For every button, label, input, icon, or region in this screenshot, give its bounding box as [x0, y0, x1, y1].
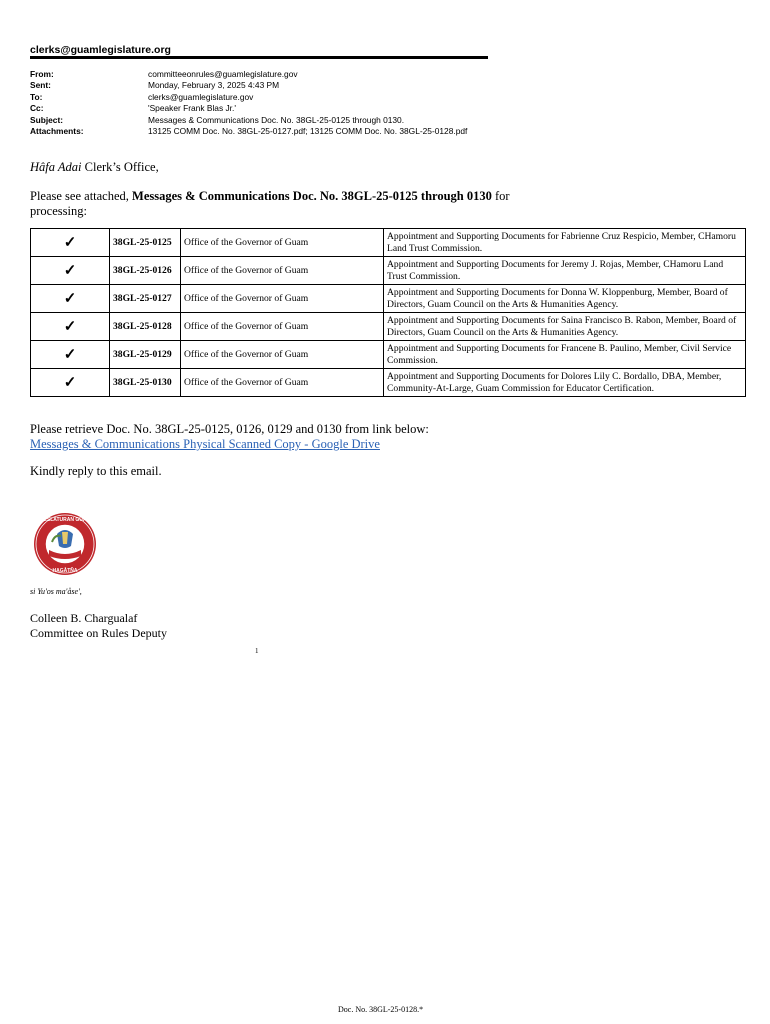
- documents-table: [30, 228, 746, 397]
- intro-paragraph: [30, 189, 510, 219]
- checkmark-icon: ✓: [31, 313, 110, 341]
- para-suffix: for processing:: [30, 189, 510, 218]
- meta-cc-row: [30, 103, 467, 114]
- para-prefix: Please see attached,: [30, 189, 133, 203]
- retrieve-text: Please retrieve Doc. No. 38GL-25-0125, 0126, 0129 and 0130 from link below:: [30, 422, 429, 436]
- office-name: Office of the Governor of Guam: [181, 341, 384, 369]
- meta-label: Subject:: [30, 114, 64, 125]
- meta-label: Cc:: [30, 103, 44, 114]
- doc-description: Appointment and Supporting Documents for Dolores Lily C. Bordallo, DBA, Member, Community-At-Large, Guam Commission for Educator Certification.: [384, 369, 746, 397]
- google-drive-link[interactable]: Messages & Communications Physical Scanned Copy - Google Drive: [30, 437, 380, 451]
- doc-description: Appointment and Supporting Documents for Jeremy J. Rojas, Member, CHamoru Land Trust Commission.: [384, 257, 746, 285]
- table-row: [31, 313, 746, 341]
- meta-attachments-row: [30, 126, 467, 137]
- meta-subject-row: [30, 115, 467, 126]
- meta-from-value: committeeonrules@guamlegislature.gov: [148, 69, 298, 79]
- office-name: Office of the Governor of Guam: [181, 285, 384, 313]
- svg-text:HAGÅTÑA: HAGÅTÑA: [52, 568, 78, 574]
- meta-sent-row: [30, 80, 467, 91]
- greeting-rest: Clerk’s Office,: [81, 160, 159, 174]
- retrieve-paragraph: [30, 422, 429, 452]
- doc-number: 38GL-25-0127: [110, 285, 181, 313]
- email-metadata: [30, 69, 467, 137]
- meta-label: To:: [30, 91, 43, 102]
- meta-attachments-value: 13125 COMM Doc. No. 38GL-25-0127.pdf; 13125 COMM Doc. No. 38GL-25-0128.pdf: [148, 125, 468, 136]
- signature-closing: si Yu'os ma'åse',: [30, 587, 82, 596]
- doc-number: 38GL-25-0130: [110, 369, 181, 397]
- doc-number: 38GL-25-0128: [110, 313, 181, 341]
- table-row: [31, 341, 746, 369]
- checkmark-icon: ✓: [31, 229, 110, 257]
- office-name: Office of the Governor of Guam: [181, 229, 384, 257]
- account-email-header: clerks@guamlegislature.org: [30, 44, 171, 56]
- table-row: [31, 257, 746, 285]
- checkmark-icon: ✓: [31, 257, 110, 285]
- meta-to-value: clerks@guamlegislature.gov: [148, 91, 254, 102]
- office-name: Office of the Governor of Guam: [181, 313, 384, 341]
- doc-number: 38GL-25-0129: [110, 341, 181, 369]
- footer-doc-number: Doc. No. 38GL-25-0128.*: [338, 1005, 424, 1014]
- table-row: [31, 369, 746, 397]
- doc-number: 38GL-25-0125: [110, 229, 181, 257]
- meta-subject-value: Messages & Communications Doc. No. 38GL-25-0125 through 0130.: [148, 114, 405, 125]
- checkmark-icon: ✓: [31, 369, 110, 397]
- signer-name: Colleen B. Chargualaf: [30, 611, 138, 625]
- doc-description: Appointment and Supporting Documents for Saina Francisco B. Rabon, Member, Board of Directors, Guam Council on the Arts & Humanities Agency.: [384, 313, 746, 341]
- checkmark-icon: ✓: [31, 285, 110, 313]
- checkmark-icon: ✓: [31, 341, 110, 369]
- doc-description: Appointment and Supporting Documents for Francene B. Paulino, Member, Civil Service Commission.: [384, 341, 746, 369]
- reply-request: Kindly reply to this email.: [30, 464, 162, 478]
- meta-sent-value: Monday, February 3, 2025 4:43 PM: [148, 80, 280, 91]
- page-number: 1: [255, 647, 259, 655]
- table-row: [31, 285, 746, 313]
- signature-block: [30, 611, 167, 641]
- meta-to-row: [30, 92, 467, 103]
- table-row: [31, 229, 746, 257]
- doc-description: Appointment and Supporting Documents for Fabrienne Cruz Respicio, Member, CHamoru Land Trust Commission.: [384, 229, 746, 257]
- office-name: Office of the Governor of Guam: [181, 369, 384, 397]
- signer-title: Committee on Rules Deputy: [30, 626, 167, 640]
- greeting: [30, 160, 159, 175]
- greeting-italic: Hâfa Adai: [30, 160, 82, 174]
- legislature-seal-icon: [33, 512, 97, 576]
- doc-number: 38GL-25-0126: [110, 257, 181, 285]
- meta-cc-value: 'Speaker Frank Blas Jr.': [148, 103, 236, 114]
- svg-text:I LIHESLATURAN GUÅHAN: I LIHESLATURAN GUÅHAN: [33, 517, 97, 523]
- meta-from-row: [30, 69, 467, 80]
- meta-label: Attachments:: [30, 125, 84, 136]
- office-name: Office of the Governor of Guam: [181, 257, 384, 285]
- header-divider: [30, 56, 488, 59]
- meta-label: From:: [30, 69, 54, 79]
- meta-label: Sent:: [30, 80, 51, 91]
- doc-description: Appointment and Supporting Documents for Donna W. Kloppenburg, Member, Board of Directors, Guam Council on the Arts & Humanities Agency.: [384, 285, 746, 313]
- para-bold: Messages & Communications Doc. No. 38GL-25-0125 through 0130: [132, 189, 492, 203]
